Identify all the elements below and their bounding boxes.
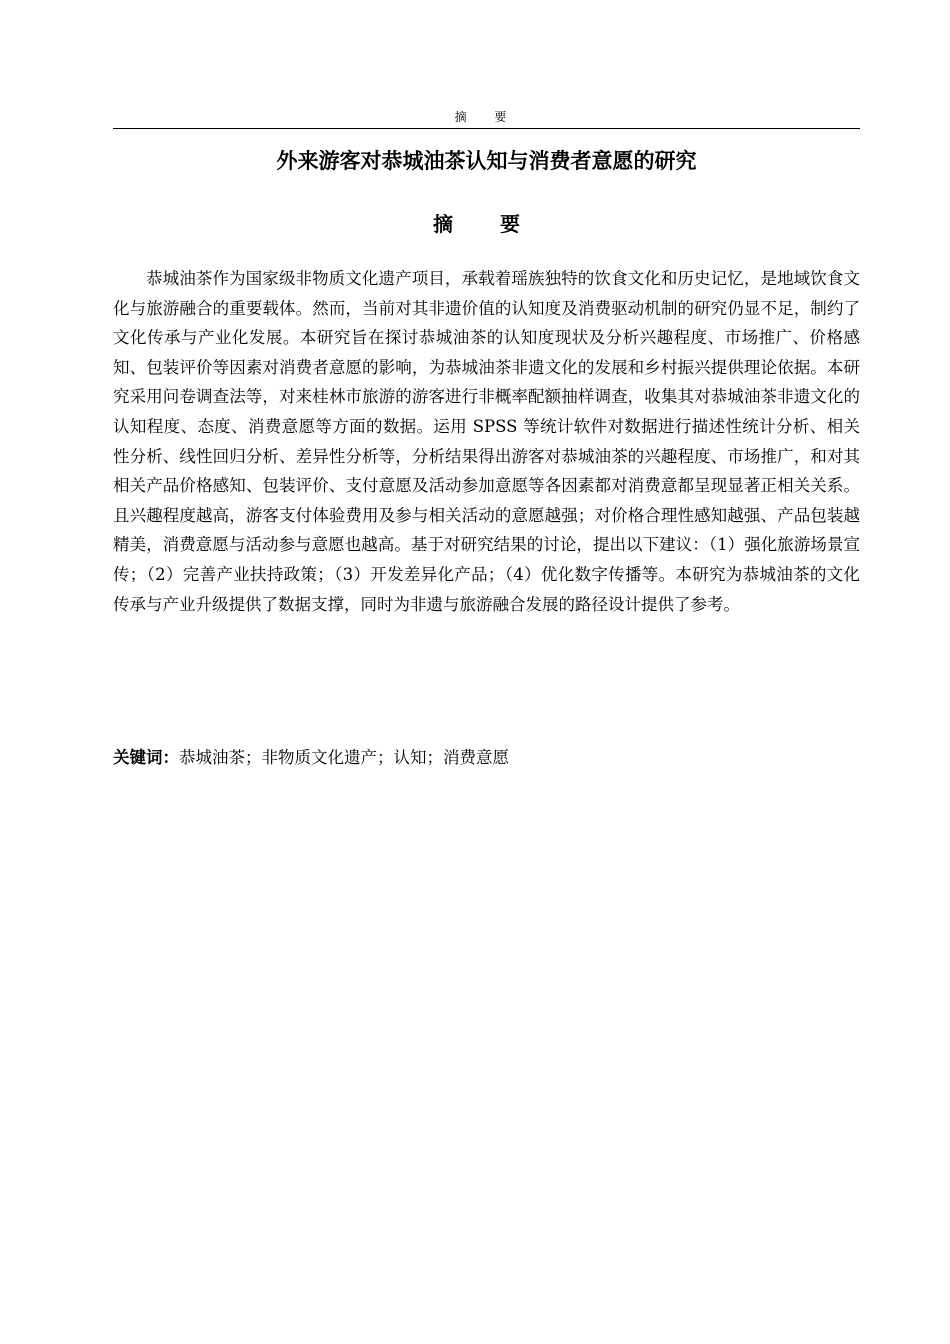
header-rule (113, 128, 860, 129)
keywords-line (113, 744, 860, 772)
abstract-body: 恭城油茶作为国家级非物质文化遗产项目，承载着瑶族独特的饮食文化和历史记忆，是地域饮食文化与旅游融合的重要载体。然而，当前对其非遗价值的认知度及消费驱动机制的研究仍显不足，制约了文化传承与产业化发展。本研究旨在探讨恭城油茶的认知度现状及分析兴趣程度、市场推广、价格感知、包装评价等因素对消费者意愿的影响，为恭城油茶非遗文化的发展和乡村振兴提供理论依据。本研究采用问卷调查法等，对来桂林市旅游的游客进行非概率配额抽样调查，收集其对恭城油茶非遗文化的认知程度、态度、消费意愿等方面的数据。运用 SPSS 等统计软件对数据进行描述性统计分析、相关性分析、线性回归分析、差异性分析等，分析结果得出游客对恭城油茶的兴趣程度、市场推广，和对其相关产品价格感知、包装评价、支付意愿及活动参加意愿等各因素都对消费意都呈现显著正相关关系。且兴趣程度越高，游客支付体验费用及参与相关活动的意愿越强；对价格合理性感知越强、产品包装越精美，消费意愿与活动参与意愿也越高。基于对研究结果的讨论，提出以下建议：（1）强化旅游场景宣传；（2）完善产业扶持政策；（3）开发差异化产品；（4）优化数字传播等。本研究为恭城油茶的文化传承与产业升级提供了数据支撑，同时为非遗与旅游融合发展的路径设计提供了参考。 (113, 269, 860, 614)
running-header: 摘 要 (454, 110, 519, 124)
document-title: 外来游客对恭城油茶认知与消费者意愿的研究 (276, 149, 697, 173)
keywords-text: 恭城油茶；非物质文化遗产；认知；消费意愿 (179, 748, 509, 767)
abstract-heading: 摘 要 (433, 212, 540, 236)
keywords-label: 关键词： (113, 748, 179, 767)
